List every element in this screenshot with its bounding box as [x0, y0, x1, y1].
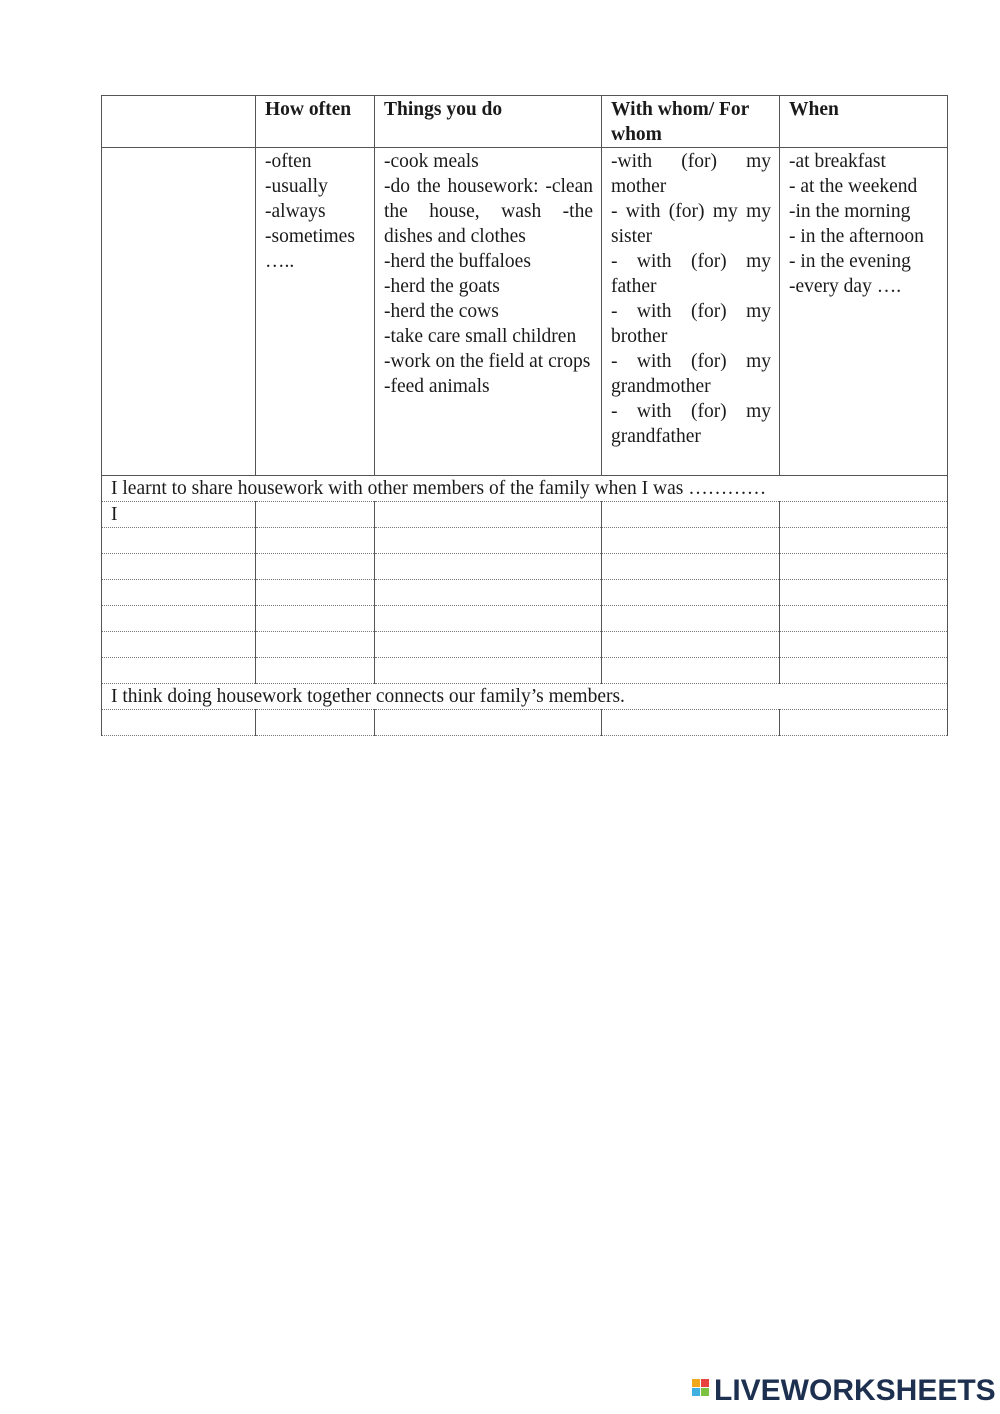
answer-row[interactable]	[102, 632, 948, 658]
list-item: -herd the cows	[384, 301, 499, 322]
answer-blank[interactable]	[102, 632, 256, 658]
answer-row[interactable]	[102, 554, 948, 580]
things-you-do-cell	[375, 148, 602, 476]
answer-blank[interactable]	[780, 606, 948, 632]
answer-blank[interactable]	[256, 528, 375, 554]
list-item: - with (for) my grandmother	[611, 351, 771, 397]
header-when: When	[780, 96, 948, 148]
answer-blank[interactable]	[780, 554, 948, 580]
list-item: -work on the field at crops	[384, 351, 591, 372]
list-item: -with (for) my mother	[611, 151, 771, 197]
answer-blank[interactable]	[780, 502, 948, 528]
list-item: -cook meals	[384, 151, 479, 172]
content-empty-cell	[102, 148, 256, 476]
list-item: -herd the buffaloes	[384, 251, 531, 272]
sentence-row-2	[102, 684, 948, 710]
answer-blank[interactable]	[256, 580, 375, 606]
answer-blank[interactable]	[375, 710, 602, 736]
list-item: …..	[265, 251, 295, 272]
list-item: -do the housework: -clean the house, wash -the dishes and clothes	[384, 176, 593, 247]
sentence-2: I think doing housework together connects our family’s members.	[102, 684, 948, 710]
sentence-1: I learnt to share housework with other members of the family when I was …………	[102, 476, 948, 502]
answer-blank[interactable]	[602, 658, 780, 684]
answer-row[interactable]	[102, 580, 948, 606]
list-item: - with (for) my brother	[611, 301, 771, 347]
answer-blank[interactable]	[375, 658, 602, 684]
header-with-whom: With whom/ For whom	[602, 96, 780, 148]
header-row	[102, 96, 948, 148]
list-item: -in the morning	[789, 201, 911, 222]
answer-row[interactable]	[102, 658, 948, 684]
list-item: -herd the goats	[384, 276, 500, 297]
sentence-row-1	[102, 476, 948, 502]
answer-row[interactable]	[102, 528, 948, 554]
list-item: - at the weekend	[789, 176, 918, 197]
answer-blank[interactable]	[102, 606, 256, 632]
answer-row[interactable]	[102, 502, 948, 528]
list-item: - with (for) my father	[611, 251, 771, 297]
answer-blank[interactable]	[102, 528, 256, 554]
answer-blank[interactable]	[375, 606, 602, 632]
list-item: -at breakfast	[789, 151, 886, 172]
how-often-cell	[256, 148, 375, 476]
header-things-you-do: Things you do	[375, 96, 602, 148]
answer-blank[interactable]	[602, 580, 780, 606]
answer-blank[interactable]	[602, 606, 780, 632]
answer-blank[interactable]	[102, 658, 256, 684]
header-empty	[102, 96, 256, 148]
answer-blank[interactable]	[102, 580, 256, 606]
answer-blank[interactable]	[602, 502, 780, 528]
answer-blank[interactable]	[256, 710, 375, 736]
header-how-often: How often	[256, 96, 375, 148]
answer-blank[interactable]	[256, 658, 375, 684]
worksheet-table	[101, 95, 948, 736]
answer-blank[interactable]	[102, 710, 256, 736]
answer-blank[interactable]	[780, 580, 948, 606]
list-item: -feed animals	[384, 376, 490, 397]
answer-row[interactable]	[102, 606, 948, 632]
answer-blank[interactable]	[780, 632, 948, 658]
liveworksheets-logo-icon	[692, 1379, 710, 1403]
answer-blank[interactable]	[780, 658, 948, 684]
with-whom-cell	[602, 148, 780, 476]
list-item: -usually	[265, 176, 328, 197]
answer-blank[interactable]	[375, 632, 602, 658]
answer-blank[interactable]	[780, 710, 948, 736]
list-item: - in the afternoon	[789, 226, 924, 247]
list-item: -take care small children	[384, 326, 577, 347]
answer-row[interactable]	[102, 710, 948, 736]
answer-blank[interactable]	[602, 632, 780, 658]
when-cell	[780, 148, 948, 476]
list-item: - with (for) my my sister	[611, 201, 771, 247]
answer-start[interactable]: I	[102, 502, 256, 528]
answer-blank[interactable]	[256, 554, 375, 580]
list-item: - in the evening	[789, 251, 911, 272]
answer-blank[interactable]	[375, 580, 602, 606]
answer-blank[interactable]	[256, 606, 375, 632]
answer-blank[interactable]	[375, 528, 602, 554]
answer-blank[interactable]	[780, 528, 948, 554]
list-item: -every day ….	[789, 276, 902, 297]
answer-blank[interactable]	[375, 502, 602, 528]
answer-blank[interactable]	[602, 710, 780, 736]
answer-blank[interactable]	[256, 502, 375, 528]
answer-blank[interactable]	[256, 632, 375, 658]
list-item: - with (for) my grandfather	[611, 401, 771, 447]
list-item: -always	[265, 201, 326, 222]
answer-blank[interactable]	[102, 554, 256, 580]
brand-name: LIVEWORKSHEETS	[714, 1374, 996, 1407]
answer-blank[interactable]	[375, 554, 602, 580]
content-row	[102, 148, 948, 476]
answer-blank[interactable]	[602, 554, 780, 580]
list-item: -often	[265, 151, 312, 172]
liveworksheets-logo	[692, 1374, 996, 1408]
answer-blank[interactable]	[602, 528, 780, 554]
list-item: -sometimes	[265, 226, 355, 247]
